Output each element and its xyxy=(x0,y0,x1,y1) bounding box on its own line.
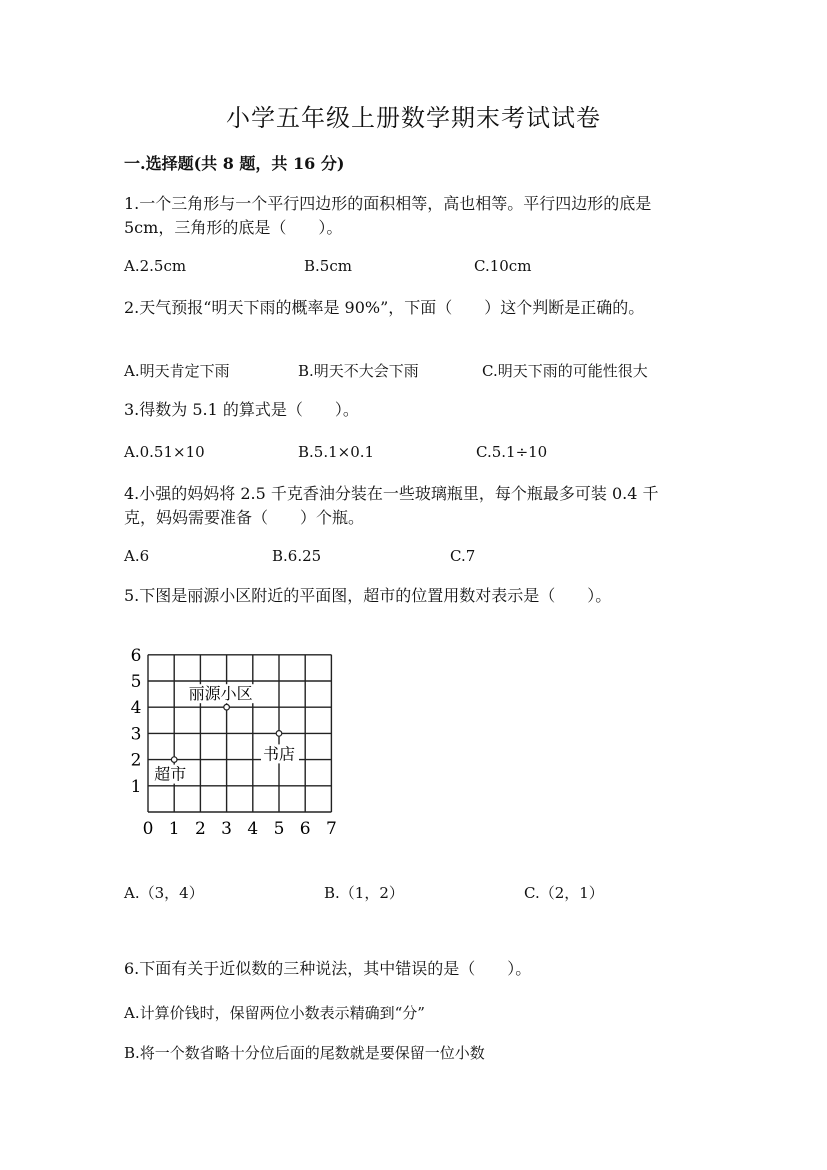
q6-option-b: B.将一个数省略十分位后面的尾数就是要保留一位小数 xyxy=(124,1044,485,1062)
section-heading: 一.选择题(共 8 题，共 16 分) xyxy=(124,154,345,173)
question-4 xyxy=(124,482,684,530)
supermarket-label: 超市 xyxy=(154,764,187,784)
x-tick-label: 3 xyxy=(221,819,233,839)
question-4-line-2: 克，妈妈需要准备（ ）个瓶。 xyxy=(124,508,365,527)
q5-option-c: C.（2，1） xyxy=(524,884,604,902)
question-6 xyxy=(124,957,684,981)
question-6-line-1: 6.下面有关于近似数的三种说法，其中错误的是（ ）。 xyxy=(124,959,532,978)
x-tick-label: 2 xyxy=(194,819,206,839)
y-tick-label: 3 xyxy=(130,724,142,745)
x-tick-label: 6 xyxy=(299,819,311,839)
question-2 xyxy=(124,296,684,320)
q2-option-b: B.明天不大会下雨 xyxy=(298,362,419,380)
y-tick-label: 5 xyxy=(130,672,142,692)
supermarket-point xyxy=(171,757,177,763)
bookstore-label: 书店 xyxy=(263,744,296,764)
y-tick-label: 1 xyxy=(130,776,142,797)
question-2-line-1: 2.天气预报“明天下雨的概率是 90%”，下面（ ）这个判断是正确的。 xyxy=(124,298,645,317)
q1-option-a: A.2.5cm xyxy=(124,257,187,275)
question-3-line-1: 3.得数为 5.1 的算式是（ ）。 xyxy=(124,400,359,419)
q1-option-b: B.5cm xyxy=(304,257,352,275)
grid-map-figure xyxy=(128,640,358,840)
q3-option-c: C.5.1÷10 xyxy=(476,443,548,461)
q4-option-a: A.6 xyxy=(124,547,150,565)
question-1-line-2: 5cm，三角形的底是（ ）。 xyxy=(124,218,343,237)
q4-option-b: B.6.25 xyxy=(272,547,322,565)
location-map xyxy=(128,640,358,840)
q5-option-b: B.（1，2） xyxy=(324,884,404,902)
question-1-line-1: 1.一个三角形与一个平行四边形的面积相等，高也相等。平行四边形的底是 xyxy=(124,194,652,213)
y-tick-label: 6 xyxy=(130,645,142,666)
q3-option-a: A.0.51×10 xyxy=(124,443,205,461)
y-tick-label: 2 xyxy=(130,750,142,771)
q3-option-b: B.5.1×0.1 xyxy=(298,443,375,461)
x-tick-label: 0 xyxy=(142,819,154,839)
x-tick-label: 4 xyxy=(247,819,259,839)
question-5-line-1: 5.下图是丽源小区附近的平面图，超市的位置用数对表示是（ ）。 xyxy=(124,586,612,605)
q2-option-a: A.明天肯定下雨 xyxy=(124,362,230,380)
q2-option-c: C.明天下雨的可能性很大 xyxy=(482,362,648,380)
q5-option-a: A.（3，4） xyxy=(124,884,204,902)
question-4-line-1: 4.小强的妈妈将 2.5 千克香油分装在一些玻璃瓶里，每个瓶最多可装 0.4 千 xyxy=(124,484,659,503)
q4-option-c: C.7 xyxy=(450,547,476,565)
bookstore-point xyxy=(276,731,282,737)
y-tick-label: 4 xyxy=(130,698,142,719)
q1-option-c: C.10cm xyxy=(474,257,532,275)
x-tick-label: 1 xyxy=(168,819,180,839)
question-5 xyxy=(124,584,684,608)
residential-label: 丽源小区 xyxy=(188,684,253,704)
exam-title: 小学五年级上册数学期末考试试卷 xyxy=(226,104,601,132)
x-tick-label: 5 xyxy=(273,819,285,839)
x-tick-label: 7 xyxy=(325,819,337,839)
question-3 xyxy=(124,398,684,422)
residential-point xyxy=(224,704,230,710)
question-1 xyxy=(124,192,684,240)
q6-option-a: A.计算价钱时，保留两位小数表示精确到“分” xyxy=(124,1004,425,1022)
